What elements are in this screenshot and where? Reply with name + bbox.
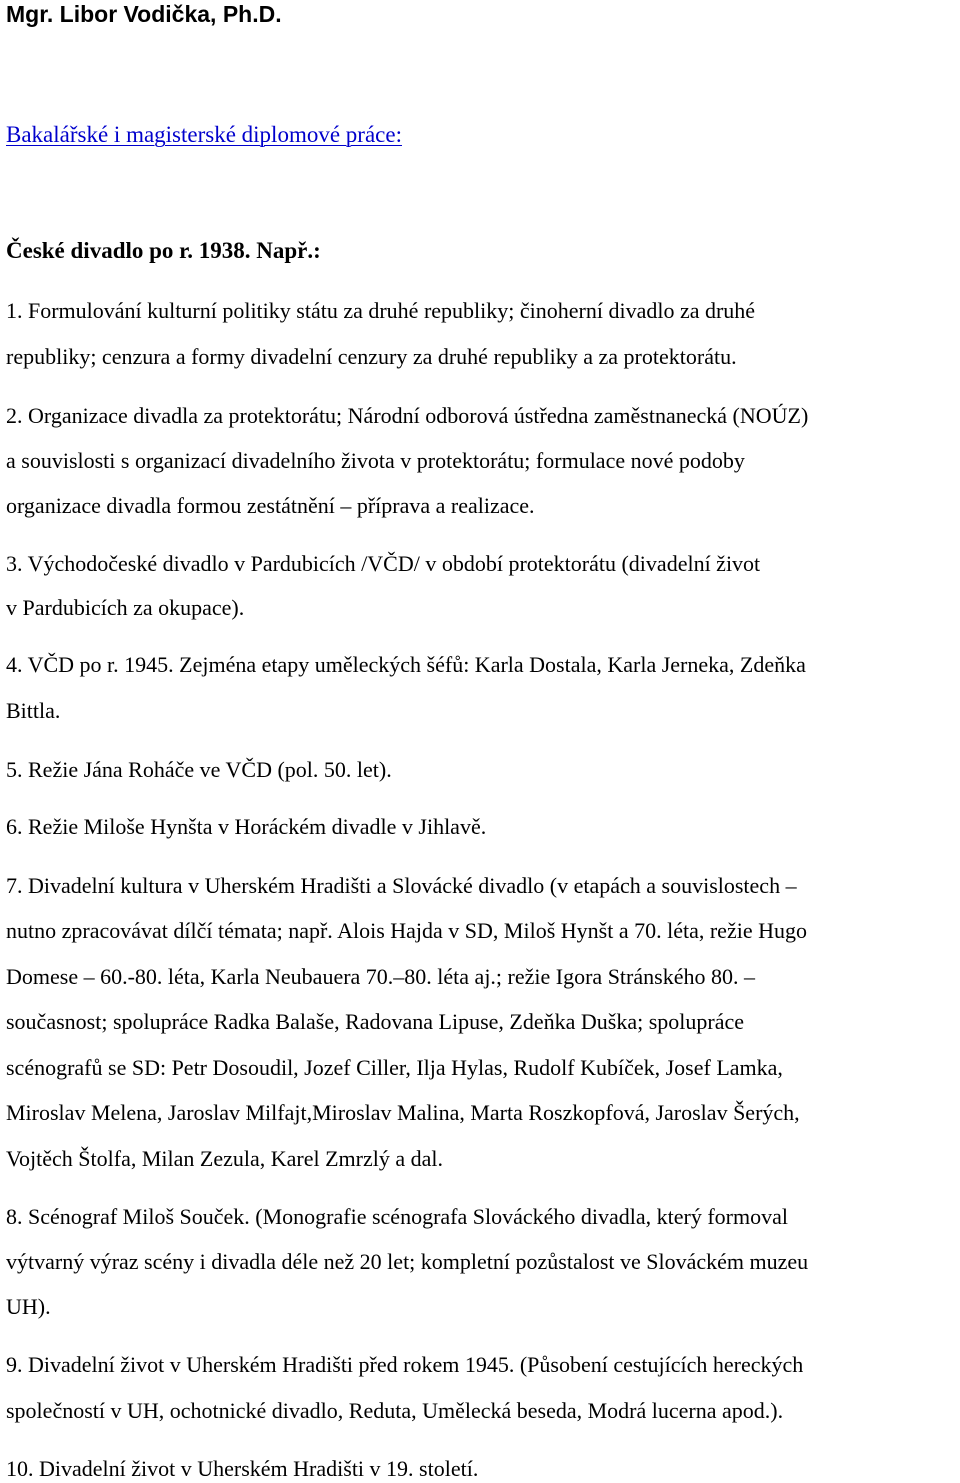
theses-link[interactable]: Bakalářské i magisterské diplomové práce: bbox=[6, 122, 402, 147]
list-item-line: 2. Organizace divadla za protektorátu; Národní odborová ústředna zaměstnanecká (NOÚZ) bbox=[6, 403, 809, 428]
list-item-line: nutno zpracovávat dílčí témata; např. Alois Hajda v SD, Miloš Hynšt a 70. léta, režie Hugo bbox=[6, 918, 807, 943]
list-item-line: výtvarný výraz scény i divadla déle než 20 let; kompletní pozůstalost ve Slováckém muzeu bbox=[6, 1249, 809, 1274]
list-item-line: 7. Divadelní kultura v Uherském Hradišti a Slovácké divadlo (v etapách a souvislostech – bbox=[6, 873, 797, 898]
list-item-line: 10. Divadelní život v Uherském Hradišti v 19. století. bbox=[6, 1456, 479, 1481]
list-item-line: Bittla. bbox=[6, 698, 61, 723]
list-item-line: v Pardubicích za okupace). bbox=[6, 595, 245, 620]
author-name: Mgr. Libor Vodička, Ph.D. bbox=[6, 1, 282, 27]
list-item-line: 4. VČD po r. 1945. Zejména etapy uměleckých šéfů: Karla Dostala, Karla Jerneka, Zdeňka bbox=[6, 652, 806, 677]
list-item-line: organizace divadla formou zestátnění – příprava a realizace. bbox=[6, 493, 535, 518]
list-item-line: 9. Divadelní život v Uherském Hradišti před rokem 1945. (Působení cestujících hereckých bbox=[6, 1352, 804, 1377]
section-title: České divadlo po r. 1938. Např.: bbox=[6, 238, 321, 263]
list-item-line: UH). bbox=[6, 1294, 51, 1319]
list-item-line: 8. Scénograf Miloš Souček. (Monografie scénografa Slováckého divadla, který formoval bbox=[6, 1204, 788, 1229]
list-item-line: současnost; spolupráce Radka Balaše, Radovana Lipuse, Zdeňka Duška; spolupráce bbox=[6, 1009, 745, 1034]
list-item-line: společností v UH, ochotnické divadlo, Reduta, Umělecká beseda, Modrá lucerna apod.). bbox=[6, 1398, 784, 1423]
list-item-line: scénografů se SD: Petr Dosoudil, Jozef Ciller, Ilja Hylas, Rudolf Kubíček, Josef Lamka, bbox=[6, 1055, 783, 1080]
list-item-line: 6. Režie Miloše Hynšta v Horáckém divadle v Jihlavě. bbox=[6, 814, 487, 839]
list-item-line: 3. Východočeské divadlo v Pardubicích /VČD/ v období protektorátu (divadelní život bbox=[6, 551, 761, 576]
list-item-line: a souvislosti s organizací divadelního života v protektorátu; formulace nové podoby bbox=[6, 448, 745, 473]
list-item-line: Miroslav Melena, Jaroslav Milfajt,Miroslav Malina, Marta Roszkopfová, Jaroslav Šerých, bbox=[6, 1100, 800, 1125]
list-item-line: 1. Formulování kulturní politiky státu za druhé republiky; činoherní divadlo za druhé bbox=[6, 298, 756, 323]
list-item-line: Domese – 60.-80. léta, Karla Neubauera 70.–80. léta aj.; režie Igora Stránského 80. – bbox=[6, 964, 755, 989]
list-item-line: Vojtěch Štolfa, Milan Zezula, Karel Zmrzlý a dal. bbox=[6, 1146, 444, 1171]
list-item-line: 5. Režie Jána Roháče ve VČD (pol. 50. let). bbox=[6, 757, 392, 782]
list-item-line: republiky; cenzura a formy divadelní cenzury za druhé republiky a za protektorátu. bbox=[6, 344, 737, 369]
